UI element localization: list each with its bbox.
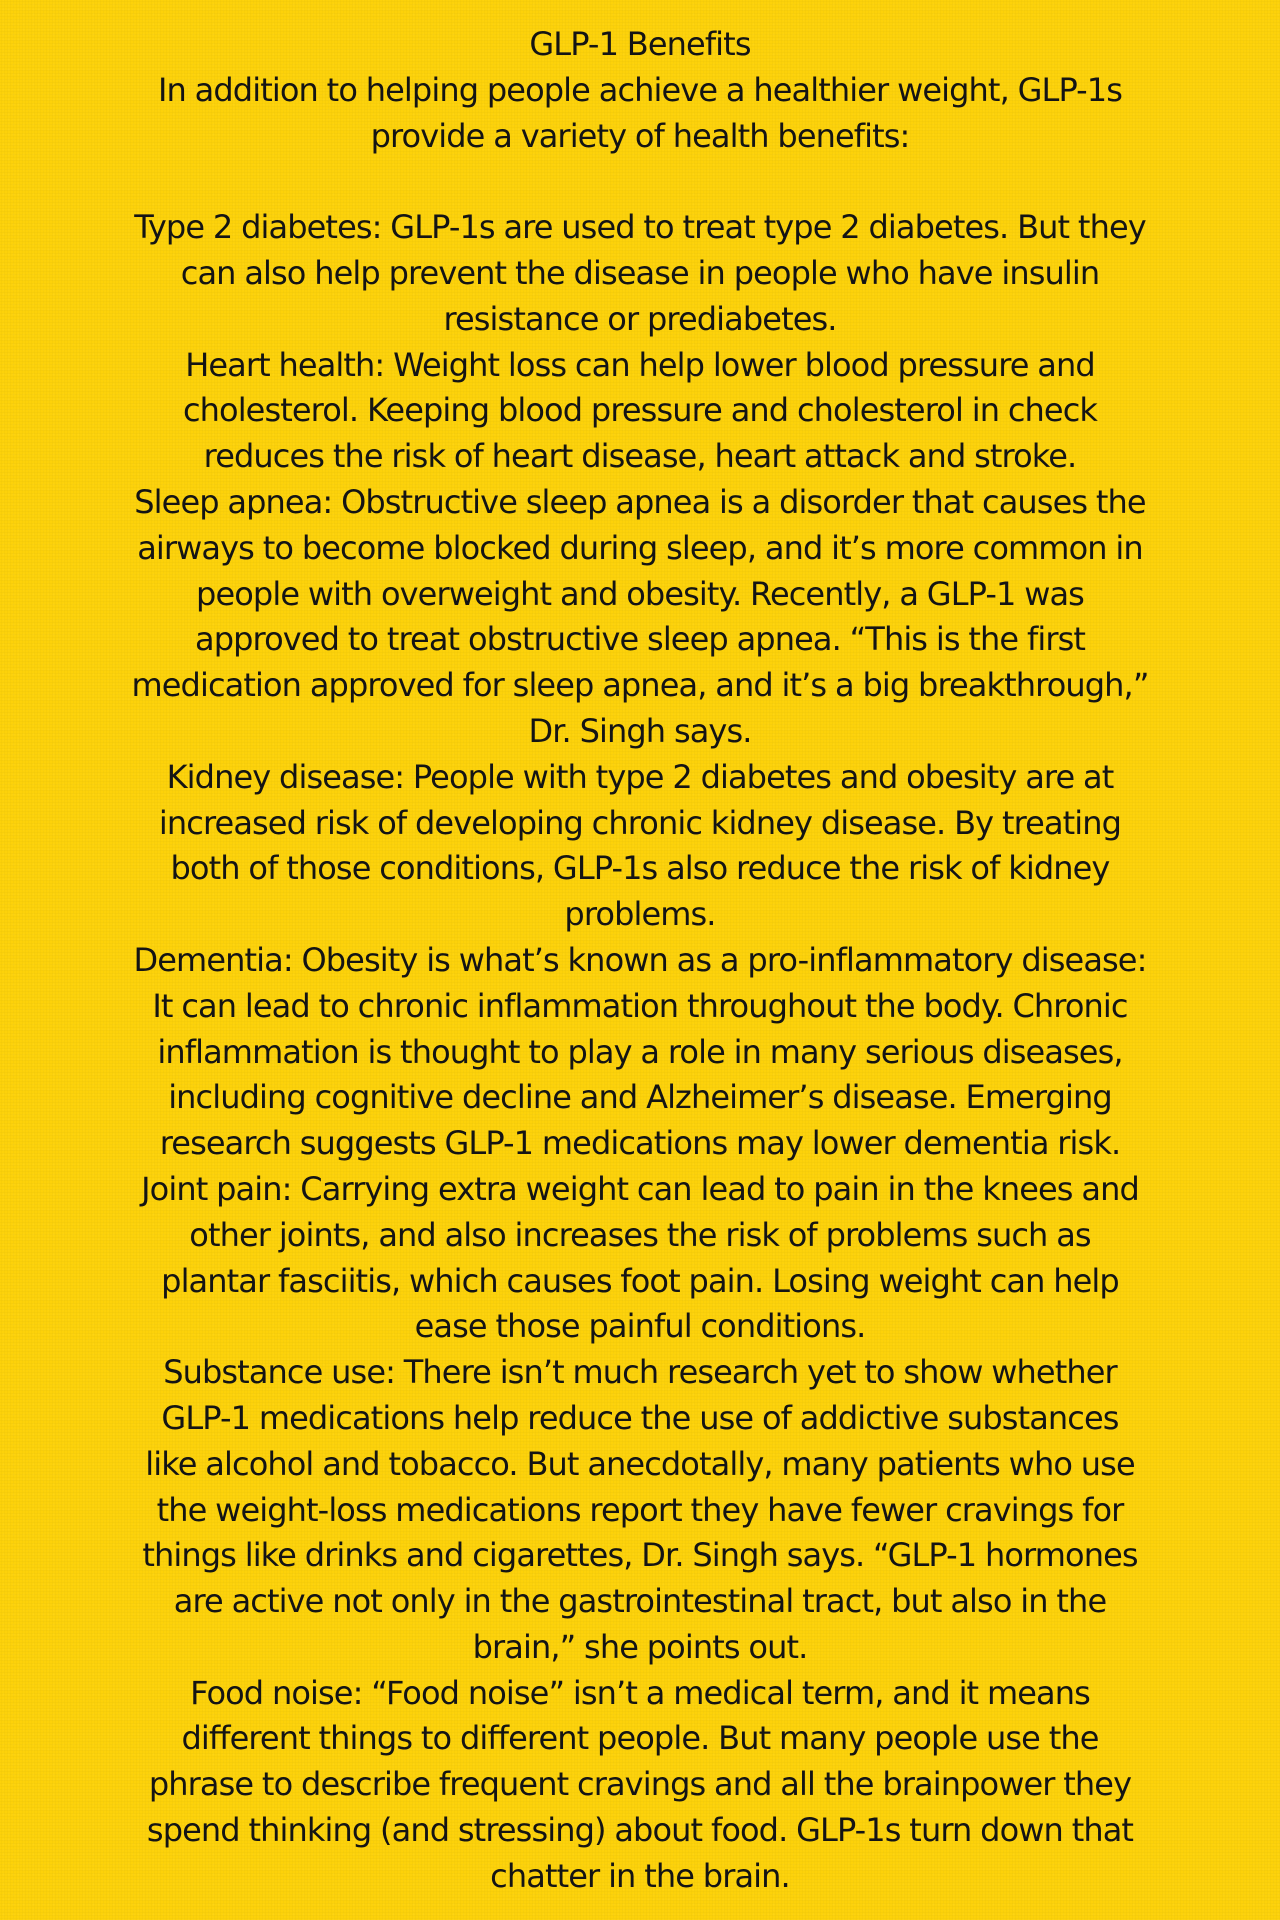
intro-line: provide a variety of health benefits: [370, 116, 910, 155]
section-line: Kidney disease: People with type 2 diabetes and obesity are at [166, 757, 1114, 796]
section-line: chatter in the brain. [490, 1856, 790, 1895]
section-food-noise [36, 1671, 1244, 1900]
section-line: plantar fasciitis, which causes foot pain. Losing weight can help [161, 1261, 1119, 1300]
section-line: airways to become blocked during sleep, and it’s more common in [137, 528, 1143, 567]
section-line: cholesterol. Keeping blood pressure and cholesterol in check [182, 391, 1098, 430]
section-dementia [36, 938, 1244, 1167]
section-line: Heart health: Weight loss can help lower blood pressure and [185, 345, 1095, 384]
section-line: GLP-1 medications help reduce the use of addictive substances [161, 1398, 1119, 1437]
section-line: phrase to describe frequent cravings and all the brainpower they [148, 1765, 1132, 1804]
section-line: reduces the risk of heart disease, heart attack and stroke. [203, 437, 1077, 476]
section-line: people with overweight and obesity. Recently, a GLP-1 was [196, 574, 1084, 613]
section-line: Substance use: There isn’t much research yet to show whether [163, 1353, 1117, 1392]
section-line: both of those conditions, GLP-1s also reduce the risk of kidney [170, 849, 1110, 888]
section-line: things like drinks and cigarettes, Dr. Singh says. “GLP-1 hormones [142, 1536, 1138, 1575]
section-heart-health [36, 343, 1244, 480]
section-line: different things to different people. But many people use the [181, 1719, 1099, 1758]
section-line: can also help prevent the disease in people who have insulin [180, 253, 1100, 292]
section-line: approved to treat obstructive sleep apnea. “This is the first [194, 620, 1086, 659]
section-substance-use [36, 1350, 1244, 1671]
section-line: problems. [564, 895, 716, 934]
section-line: It can lead to chronic inflammation throughout the body. Chronic [152, 986, 1128, 1025]
section-line: Type 2 diabetes: GLP-1s are used to treat type 2 diabetes. But they [134, 208, 1146, 247]
section-line: including cognitive decline and Alzheimer’s disease. Emerging [168, 1078, 1112, 1117]
section-type-2-diabetes [36, 205, 1244, 342]
section-sleep-apnea [36, 480, 1244, 755]
page-title: GLP-1 Benefits [529, 25, 751, 63]
paragraph-gap [36, 159, 1244, 205]
section-line: like alcohol and tobacco. But anecdotally, many patients who use [145, 1444, 1135, 1483]
section-line: research suggests GLP-1 medications may lower dementia risk. [159, 1124, 1121, 1163]
section-line: spend thinking (and stressing) about food. GLP-1s turn down that [146, 1811, 1134, 1850]
section-line: Dr. Singh says. [528, 711, 752, 750]
section-line: resistance or prediabetes. [443, 299, 837, 338]
intro-line: In addition to helping people achieve a healthier weight, GLP-1s [157, 70, 1123, 109]
intro-paragraph [36, 68, 1244, 160]
section-line: Joint pain: Carrying extra weight can lead to pain in the knees and [141, 1169, 1139, 1208]
section-kidney-disease [36, 755, 1244, 938]
section-joint-pain [36, 1167, 1244, 1350]
section-line: increased risk of developing chronic kidney disease. By treating [158, 803, 1122, 842]
section-line: medication approved for sleep apnea, and it’s a big breakthrough,” [131, 666, 1149, 705]
section-line: Sleep apnea: Obstructive sleep apnea is a disorder that causes the [134, 482, 1146, 521]
section-line: inflammation is thought to play a role in many serious diseases, [157, 1032, 1123, 1071]
section-line: Food noise: “Food noise” isn’t a medical term, and it means [190, 1673, 1090, 1712]
section-line: the weight-loss medications report they have fewer cravings for [156, 1490, 1124, 1529]
section-line: are active not only in the gastrointestinal tract, but also in the [173, 1582, 1107, 1621]
section-line: Dementia: Obesity is what’s known as a pro-inflammatory disease: [133, 940, 1147, 979]
section-line: other joints, and also increases the risk of problems such as [189, 1215, 1091, 1254]
section-line: ease those painful conditions. [414, 1307, 866, 1346]
section-line: brain,” she points out. [472, 1627, 808, 1666]
